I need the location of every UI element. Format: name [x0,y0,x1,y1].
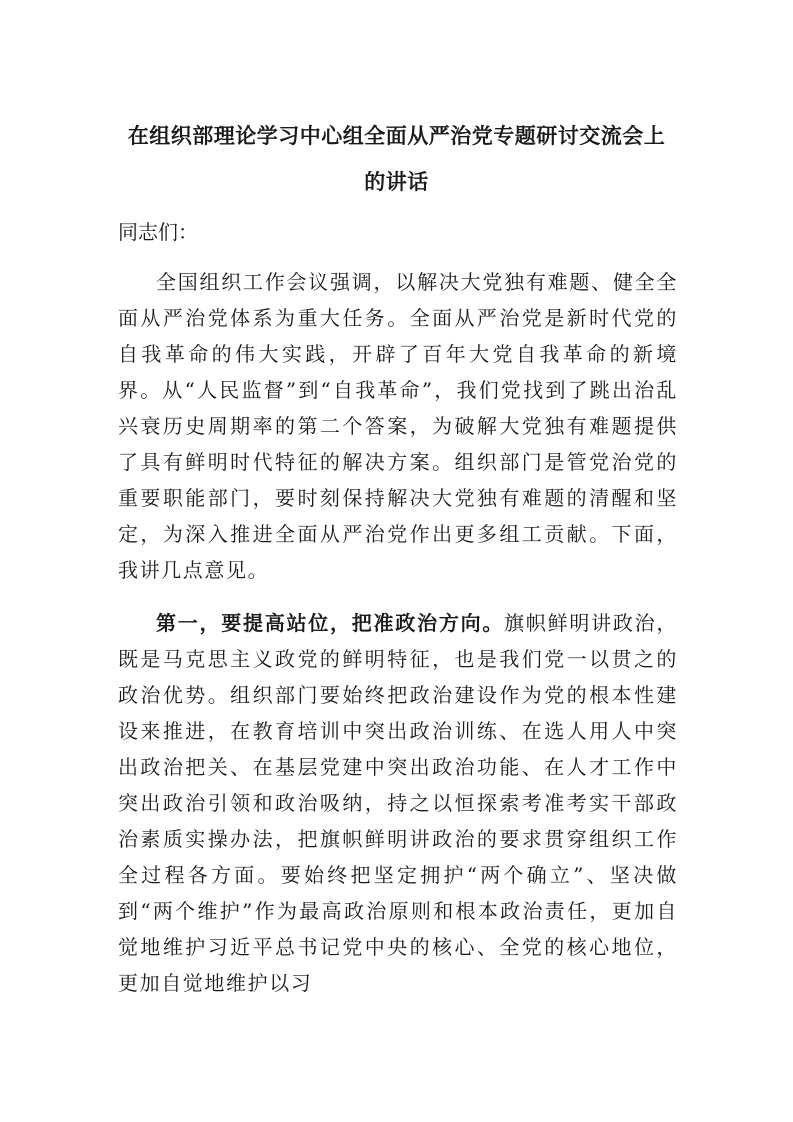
section-heading: 第一，要提高站位，把准政治方向。 [156,611,505,635]
paragraph-intro [118,264,678,588]
paragraph-body: 旗帜鲜明讲政治，既是马克思主义政党的鲜明特征，也是我们党一以贯之的政治优势。组织部门要始终把政治建设作为党的根本性建设来推进，在教育培训中突出政治训练、在选人用人中突出政治把关、在基层党建中突出政治功能、在人才工作中突出政治引领和政治吸纳，持之以恒探索考准考实干部政治素质实操办法，把旗帜鲜明讲政治的要求贯穿组织工作全过程各方面。要始终把坚定拥护“两个确立”、坚决做到“两个维护”作为最高政治原则和根本政治责任，更加自觉地维护习近平总书记党中央的核心、全党的核心地位，更加自觉地维护以习 [118,611,678,995]
salutation: 同志们： [118,220,198,244]
paragraph-section-1 [118,605,678,1001]
document-title-line-1: 在组织部理论学习中心组全面从严治党专题研讨交流会上 [127,123,666,148]
paragraph-body: 全国组织工作会议强调，以解决大党独有难题、健全全面从严治党体系为重大任务。全面从严治党是新时代党的自我革命的伟大实践，开辟了百年大党自我革命的新境界。从“人民监督”到“自我革命”，我们党找到了跳出治乱兴衰历史周期率的第二个答案，为破解大党独有难题提供了具有鲜明时代特征的解决方案。组织部门是管党治党的重要职能部门，要时刻保持解决大党独有难题的清醒和坚定，为深入推进全面从严治党作出更多组工贡献。下面，我讲几点意见。 [118,270,678,582]
document-title-line-2: 的讲话 [364,169,429,194]
